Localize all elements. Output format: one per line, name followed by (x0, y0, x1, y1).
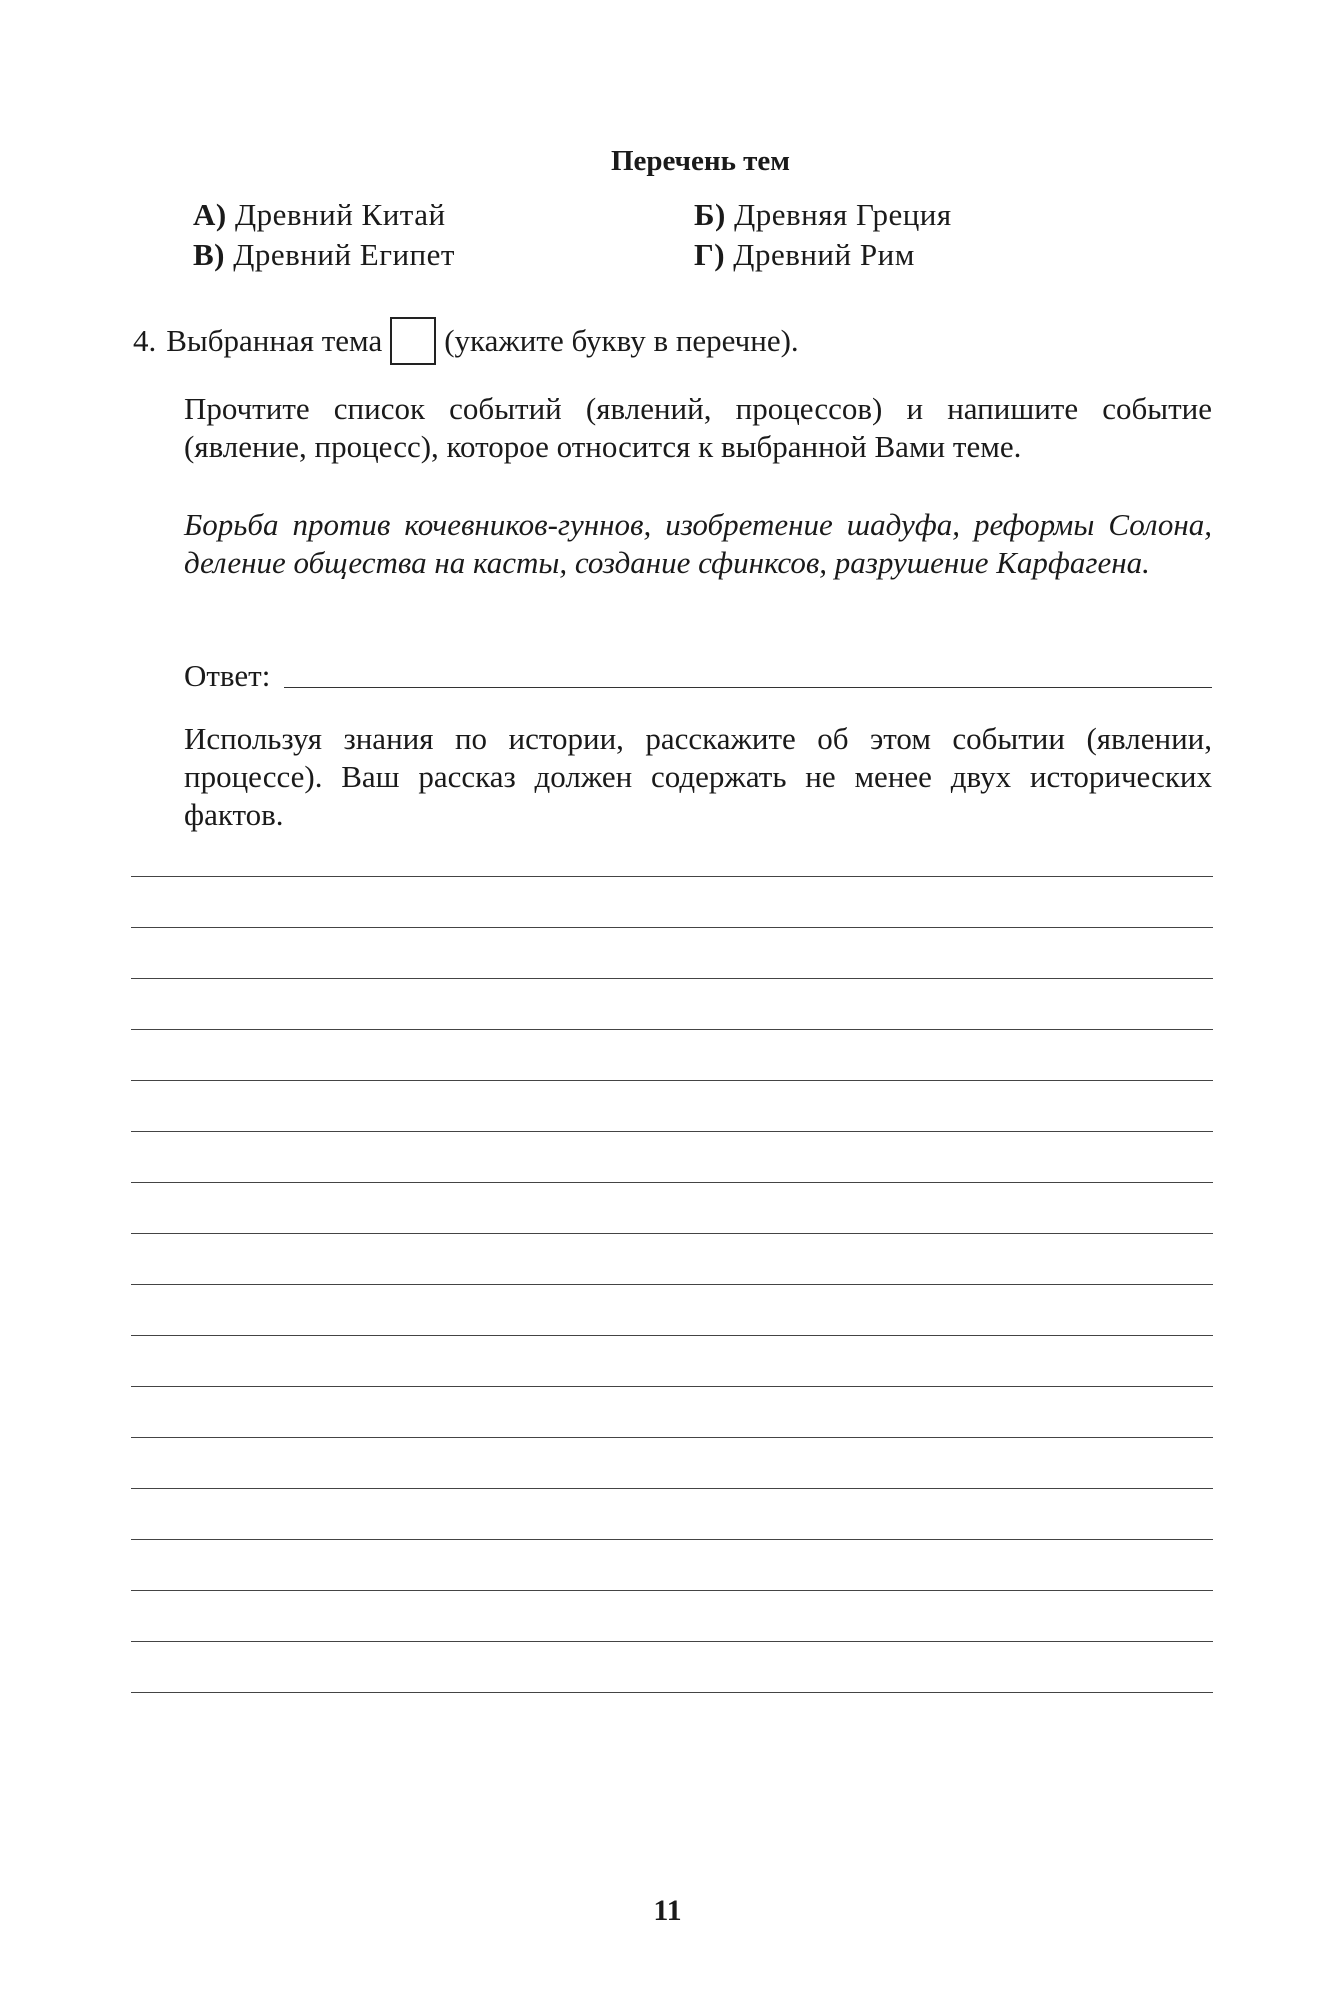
topic-name: Древний Египет (233, 237, 455, 272)
writing-line[interactable] (131, 1233, 1213, 1234)
topic-item (193, 236, 455, 274)
topic-answer-box[interactable] (390, 317, 436, 365)
answer-label: Ответ: (184, 658, 271, 693)
topic-letter: В) (193, 237, 225, 272)
writing-line[interactable] (131, 1539, 1213, 1540)
writing-line[interactable] (131, 978, 1213, 979)
page-number: 11 (653, 1894, 682, 1927)
task-label-after: (укажите букву в перечне). (444, 323, 799, 358)
writing-line[interactable] (131, 1488, 1213, 1489)
writing-line[interactable] (131, 1029, 1213, 1030)
writing-line[interactable] (131, 1284, 1213, 1285)
writing-line[interactable] (131, 1080, 1213, 1081)
story-instruction-text: Используя знания по истории, расскажите об этом событии (явлении, процессе). Ваш рассказ должен содержать не менее двух исторических фактов. (184, 721, 1212, 832)
topic-letter: Б) (694, 197, 726, 232)
topic-item (193, 196, 446, 234)
writing-line[interactable] (131, 1335, 1213, 1336)
topic-name: Древний Китай (234, 197, 446, 232)
writing-line[interactable] (131, 876, 1213, 877)
topic-name: Древний Рим (733, 237, 915, 272)
writing-line[interactable] (131, 1386, 1213, 1387)
task-line (133, 316, 799, 366)
topic-letter: Г) (694, 237, 726, 272)
task-number: 4. (133, 323, 157, 358)
writing-line[interactable] (131, 1692, 1213, 1693)
topic-item (694, 196, 952, 234)
topic-item (694, 236, 915, 274)
writing-line[interactable] (131, 927, 1213, 928)
answer-line-field[interactable] (284, 686, 1212, 688)
topic-letter: А) (193, 197, 227, 232)
instruction-text: Прочтите список событий (явлений, процессов) и напишите событие (явление, процесс), которое относится к выбранной Вами теме. (184, 391, 1212, 464)
writing-line[interactable] (131, 1437, 1213, 1438)
writing-line[interactable] (131, 1590, 1213, 1591)
writing-line[interactable] (131, 1641, 1213, 1642)
answer-row (184, 656, 1212, 696)
writing-line[interactable] (131, 1131, 1213, 1132)
events-list: Борьба против кочевников-гуннов, изобретение шадуфа, реформы Солона, деление общества на касты, создание сфинксов, разрушение Карфагена. (184, 507, 1212, 580)
task-label-before: Выбранная тема (166, 323, 383, 358)
writing-line[interactable] (131, 1182, 1213, 1183)
topic-name: Древняя Греция (734, 197, 952, 232)
page-title: Перечень тем (610, 145, 791, 177)
topic-list (0, 196, 1321, 286)
